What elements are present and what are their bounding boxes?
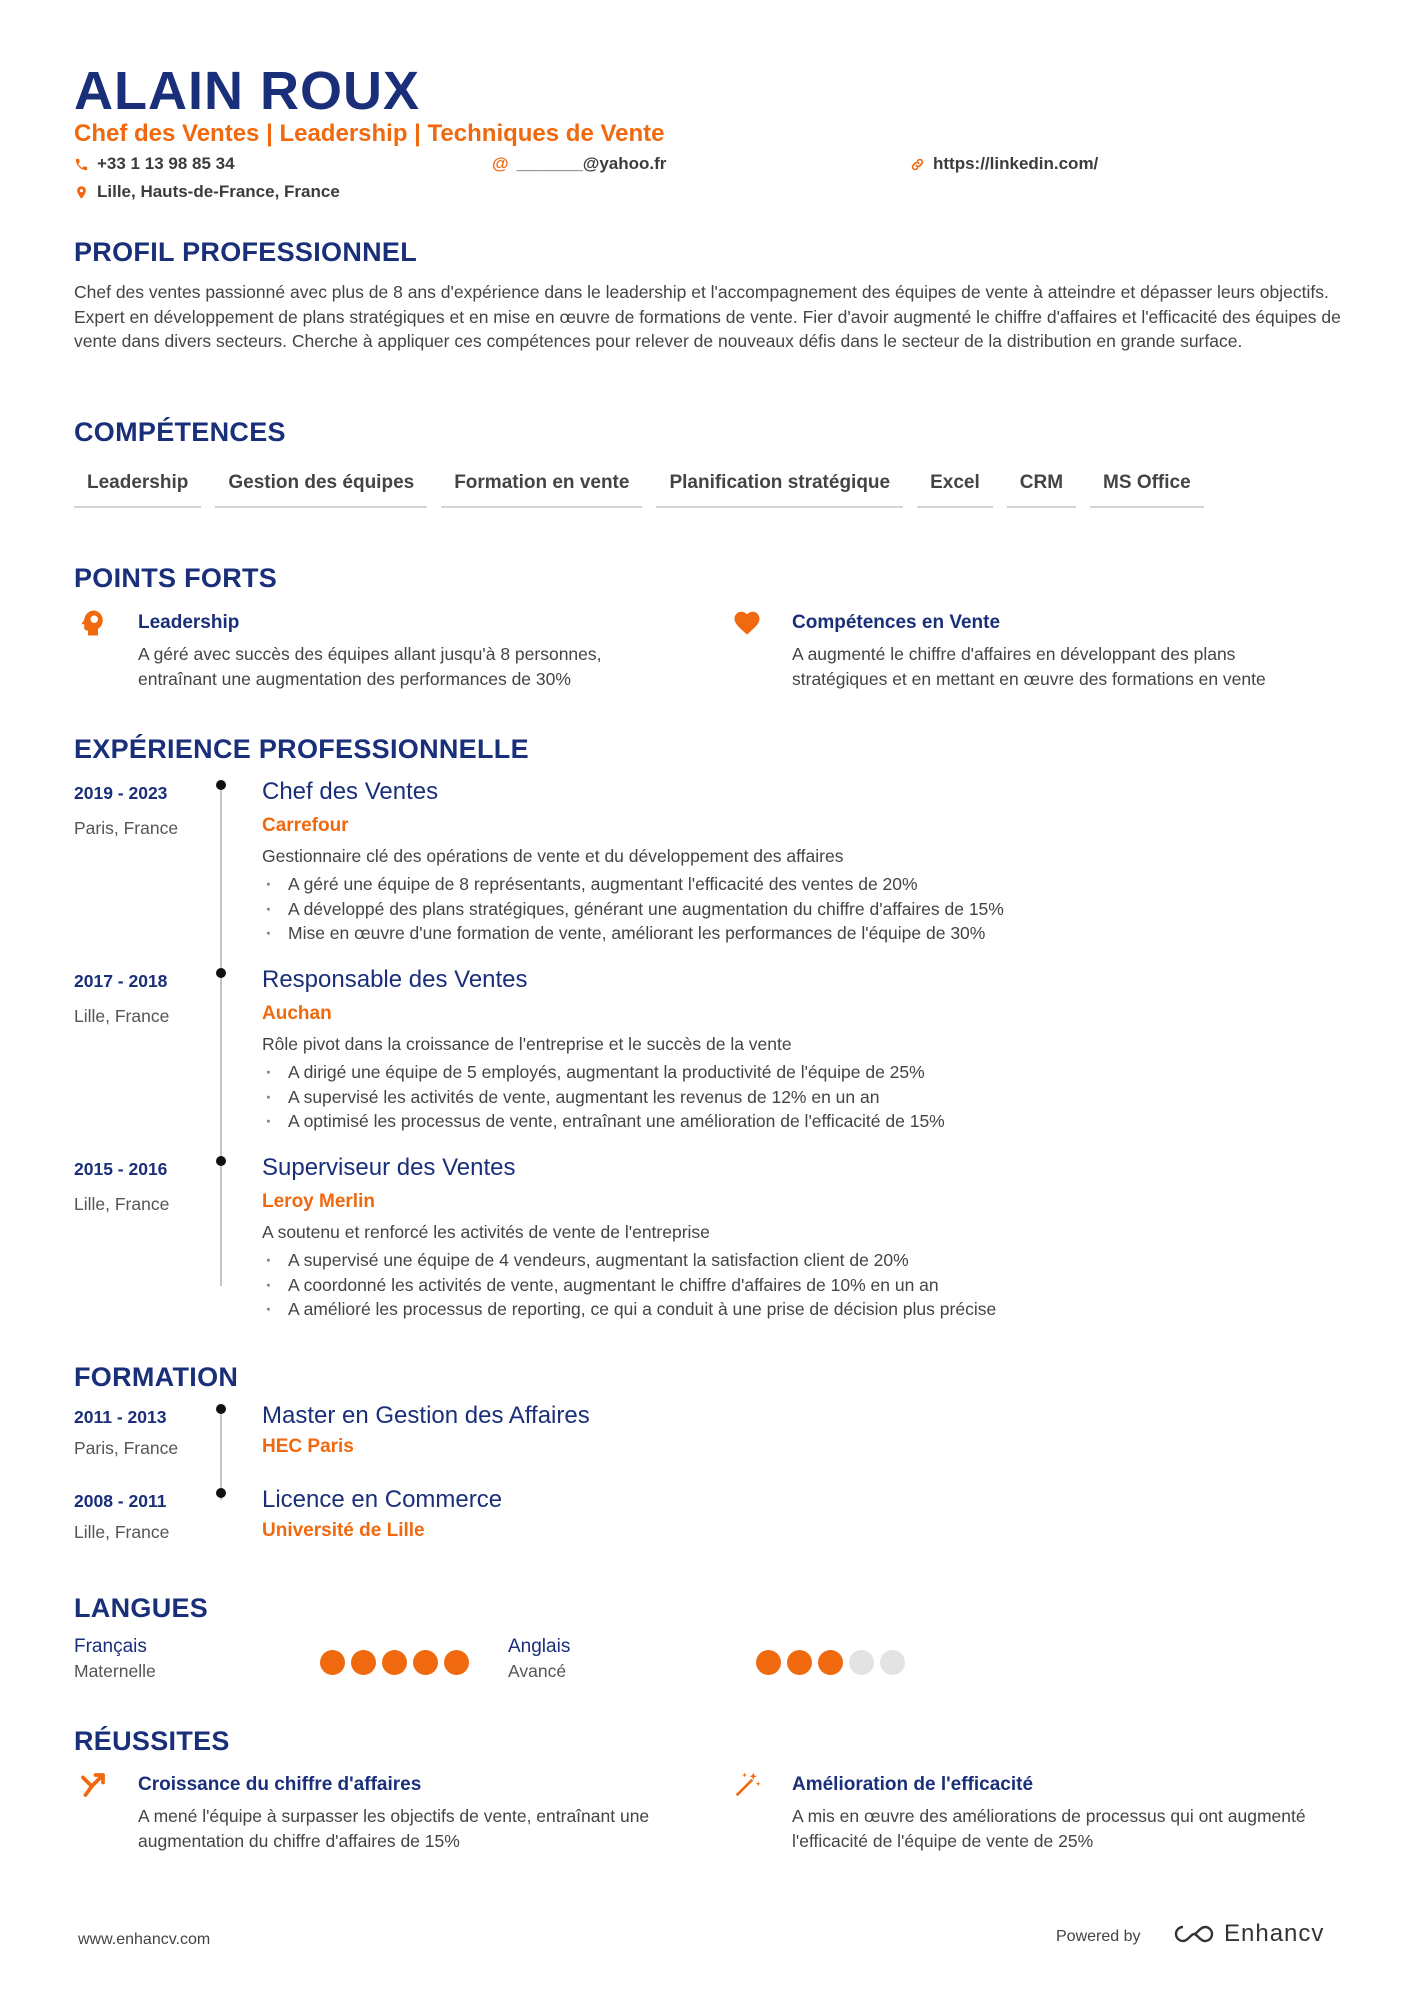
job-bullet: · A dirigé une équipe de 5 employés, augmentant la productivité de l'équipe de 25%	[262, 1060, 945, 1085]
experience-section-title: EXPÉRIENCE PROFESSIONNELLE	[74, 734, 529, 764]
skill-tag: Gestion des équipes	[215, 466, 427, 508]
skill-tag: Planification stratégique	[656, 466, 903, 508]
rating-dot-filled	[756, 1650, 781, 1675]
education-degree: Master en Gestion des Affaires	[262, 1402, 590, 1429]
job-dates: 2015 - 2016	[74, 1159, 168, 1179]
job-title: Responsable des Ventes	[262, 966, 528, 993]
language-name: Français	[74, 1636, 147, 1657]
strength-desc: A augmenté le chiffre d'affaires en développant des plans stratégiques et en mettant en œuvre des formations en vente	[792, 644, 1266, 689]
language-level: Avancé	[508, 1661, 567, 1681]
job-company: Carrefour	[262, 815, 349, 836]
rating-dot-empty	[880, 1650, 905, 1675]
job-dates: 2019 - 2023	[74, 783, 168, 803]
heart-icon	[732, 608, 762, 638]
education-school: Université de Lille	[262, 1520, 425, 1541]
skill-tag: Excel	[917, 466, 993, 508]
language-level: Maternelle	[74, 1661, 156, 1681]
rating-dot-filled	[818, 1650, 843, 1675]
candidate-tagline: Chef des Ventes | Leadership | Techniques de Vente	[74, 120, 665, 147]
job-title: Chef des Ventes	[262, 778, 439, 805]
skill-tag: CRM	[1007, 466, 1076, 508]
magic-wand-icon	[732, 1770, 762, 1800]
at-icon: @	[492, 154, 509, 173]
rating-dot-empty	[849, 1650, 874, 1675]
language-rating	[756, 1650, 905, 1675]
brand-name: Enhancv	[1224, 1920, 1325, 1947]
timeline-dot	[216, 780, 226, 790]
contact-phone	[74, 154, 235, 174]
achievements-section-title: RÉUSSITES	[74, 1726, 230, 1756]
strength-desc: A géré avec succès des équipes allant jusqu'à 8 personnes, entraînant une augmentation des performances de 30%	[138, 644, 602, 689]
achievement-title: Croissance du chiffre d'affaires	[138, 1774, 422, 1795]
job-bullets	[262, 1248, 996, 1322]
job-description: Gestionnaire clé des opérations de vente et du développement des affaires	[262, 846, 844, 866]
job-location: Paris, France	[74, 818, 179, 838]
job-company: Leroy Merlin	[262, 1191, 375, 1212]
job-bullet: · Mise en œuvre d'une formation de vente, améliorant les performances de l'équipe de 30%	[262, 921, 1004, 946]
strength-title: Leadership	[138, 612, 240, 633]
powered-by-label: Powered by	[1056, 1928, 1141, 1945]
rating-dot-filled	[444, 1650, 469, 1675]
phone-text: +33 1 13 98 85 34	[97, 154, 235, 173]
timeline-dot	[216, 1156, 226, 1166]
job-description: A soutenu et renforcé les activités de vente de l'entreprise	[262, 1222, 710, 1242]
job-bullet: · A supervisé les activités de vente, augmentant les revenus de 12% en un an	[262, 1085, 945, 1110]
enhancv-logo[interactable]	[1172, 1920, 1324, 1948]
education-timeline	[220, 1410, 222, 1500]
skill-tag: Leadership	[74, 466, 201, 508]
job-bullet: · A coordonné les activités de vente, augmentant le chiffre d'affaires de 10% en un an	[262, 1273, 996, 1298]
location-pin-icon	[74, 185, 89, 200]
skills-section-title: COMPÉTENCES	[74, 417, 286, 447]
skill-tag: MS Office	[1090, 466, 1204, 508]
achievement-desc: A mené l'équipe à surpasser les objectifs de vente, entraînant une augmentation du chiffre d'affaires de 15%	[138, 1806, 650, 1851]
languages-section-title: LANGUES	[74, 1593, 209, 1623]
timeline-dot	[216, 1488, 226, 1498]
candidate-name: ALAIN ROUX	[74, 61, 420, 121]
location-text: Lille, Hauts-de-France, France	[97, 182, 340, 201]
education-section-title: FORMATION	[74, 1362, 239, 1392]
job-bullet: · A développé des plans stratégiques, générant une augmentation du chiffre d'affaires de 15%	[262, 897, 1004, 922]
skills-list	[74, 466, 1204, 508]
contact-linkedin[interactable]	[910, 154, 1098, 174]
rating-dot-filled	[382, 1650, 407, 1675]
rating-dot-filled	[320, 1650, 345, 1675]
job-bullets	[262, 872, 1004, 946]
email-text[interactable]: _______@yahoo.fr	[516, 154, 667, 173]
footer-url[interactable]: www.enhancv.com	[78, 1931, 211, 1948]
job-bullet: · A supervisé une équipe de 4 vendeurs, augmentant la satisfaction client de 20%	[262, 1248, 996, 1273]
education-location: Lille, France	[74, 1522, 170, 1542]
job-dates: 2017 - 2018	[74, 971, 168, 991]
timeline-dot	[216, 1404, 226, 1414]
achievement-desc: A mis en œuvre des améliorations de processus qui ont augmenté l'efficacité de l'équipe de vente de 25%	[792, 1806, 1306, 1851]
education-school: HEC Paris	[262, 1436, 354, 1457]
profile-summary: Chef des ventes passionné avec plus de 8 ans d'expérience dans le leadership et l'accompagnement des équipes de vente à atteindre et dépasser leurs objectifs. Expert en développement de plans stratégiques et en mise en œuvre de formations de vente. Fier d'avoir augmenté le chiffre d'affaires et l'efficacité des équipes de vente dans divers secteurs. Cherche à appliquer ces compétences pour relever de nouveaux défis dans le secteur de la distribution en grande surface.	[74, 282, 1341, 351]
phone-icon	[74, 157, 89, 172]
growth-arrow-icon	[78, 1770, 108, 1800]
strength-title: Compétences en Vente	[792, 612, 1001, 633]
job-bullet: · A optimisé les processus de vente, entraînant une amélioration de l'efficacité de 15%	[262, 1109, 945, 1134]
rating-dot-filled	[351, 1650, 376, 1675]
timeline-dot	[216, 968, 226, 978]
job-description: Rôle pivot dans la croissance de l'entreprise et le succès de la vente	[262, 1034, 792, 1054]
job-title: Superviseur des Ventes	[262, 1154, 516, 1181]
link-icon	[910, 157, 925, 172]
education-degree: Licence en Commerce	[262, 1486, 503, 1513]
strengths-section-title: POINTS FORTS	[74, 563, 278, 593]
head-icon	[78, 608, 108, 638]
infinity-logo-icon	[1172, 1922, 1216, 1946]
achievement-title: Amélioration de l'efficacité	[792, 1774, 1034, 1795]
language-name: Anglais	[508, 1636, 571, 1657]
rating-dot-filled	[787, 1650, 812, 1675]
job-bullets	[262, 1060, 945, 1134]
education-location: Paris, France	[74, 1438, 179, 1458]
rating-dot-filled	[413, 1650, 438, 1675]
job-bullet: · A amélioré les processus de reporting, ce qui a conduit à une prise de décision plus précise	[262, 1297, 996, 1322]
skill-tag: Formation en vente	[441, 466, 642, 508]
contact-location	[74, 182, 340, 202]
experience-timeline	[220, 786, 222, 1286]
profile-section-title: PROFIL PROFESSIONNEL	[74, 237, 418, 267]
linkedin-text[interactable]: https://linkedin.com/	[933, 154, 1099, 173]
education-dates: 2011 - 2013	[74, 1407, 167, 1427]
job-location: Lille, France	[74, 1006, 170, 1026]
education-dates: 2008 - 2011	[74, 1491, 167, 1511]
job-company: Auchan	[262, 1003, 332, 1024]
language-rating	[320, 1650, 469, 1675]
contact-email[interactable]	[492, 154, 666, 174]
job-bullet: · A géré une équipe de 8 représentants, augmentant l'efficacité des ventes de 20%	[262, 872, 1004, 897]
job-location: Lille, France	[74, 1194, 170, 1214]
